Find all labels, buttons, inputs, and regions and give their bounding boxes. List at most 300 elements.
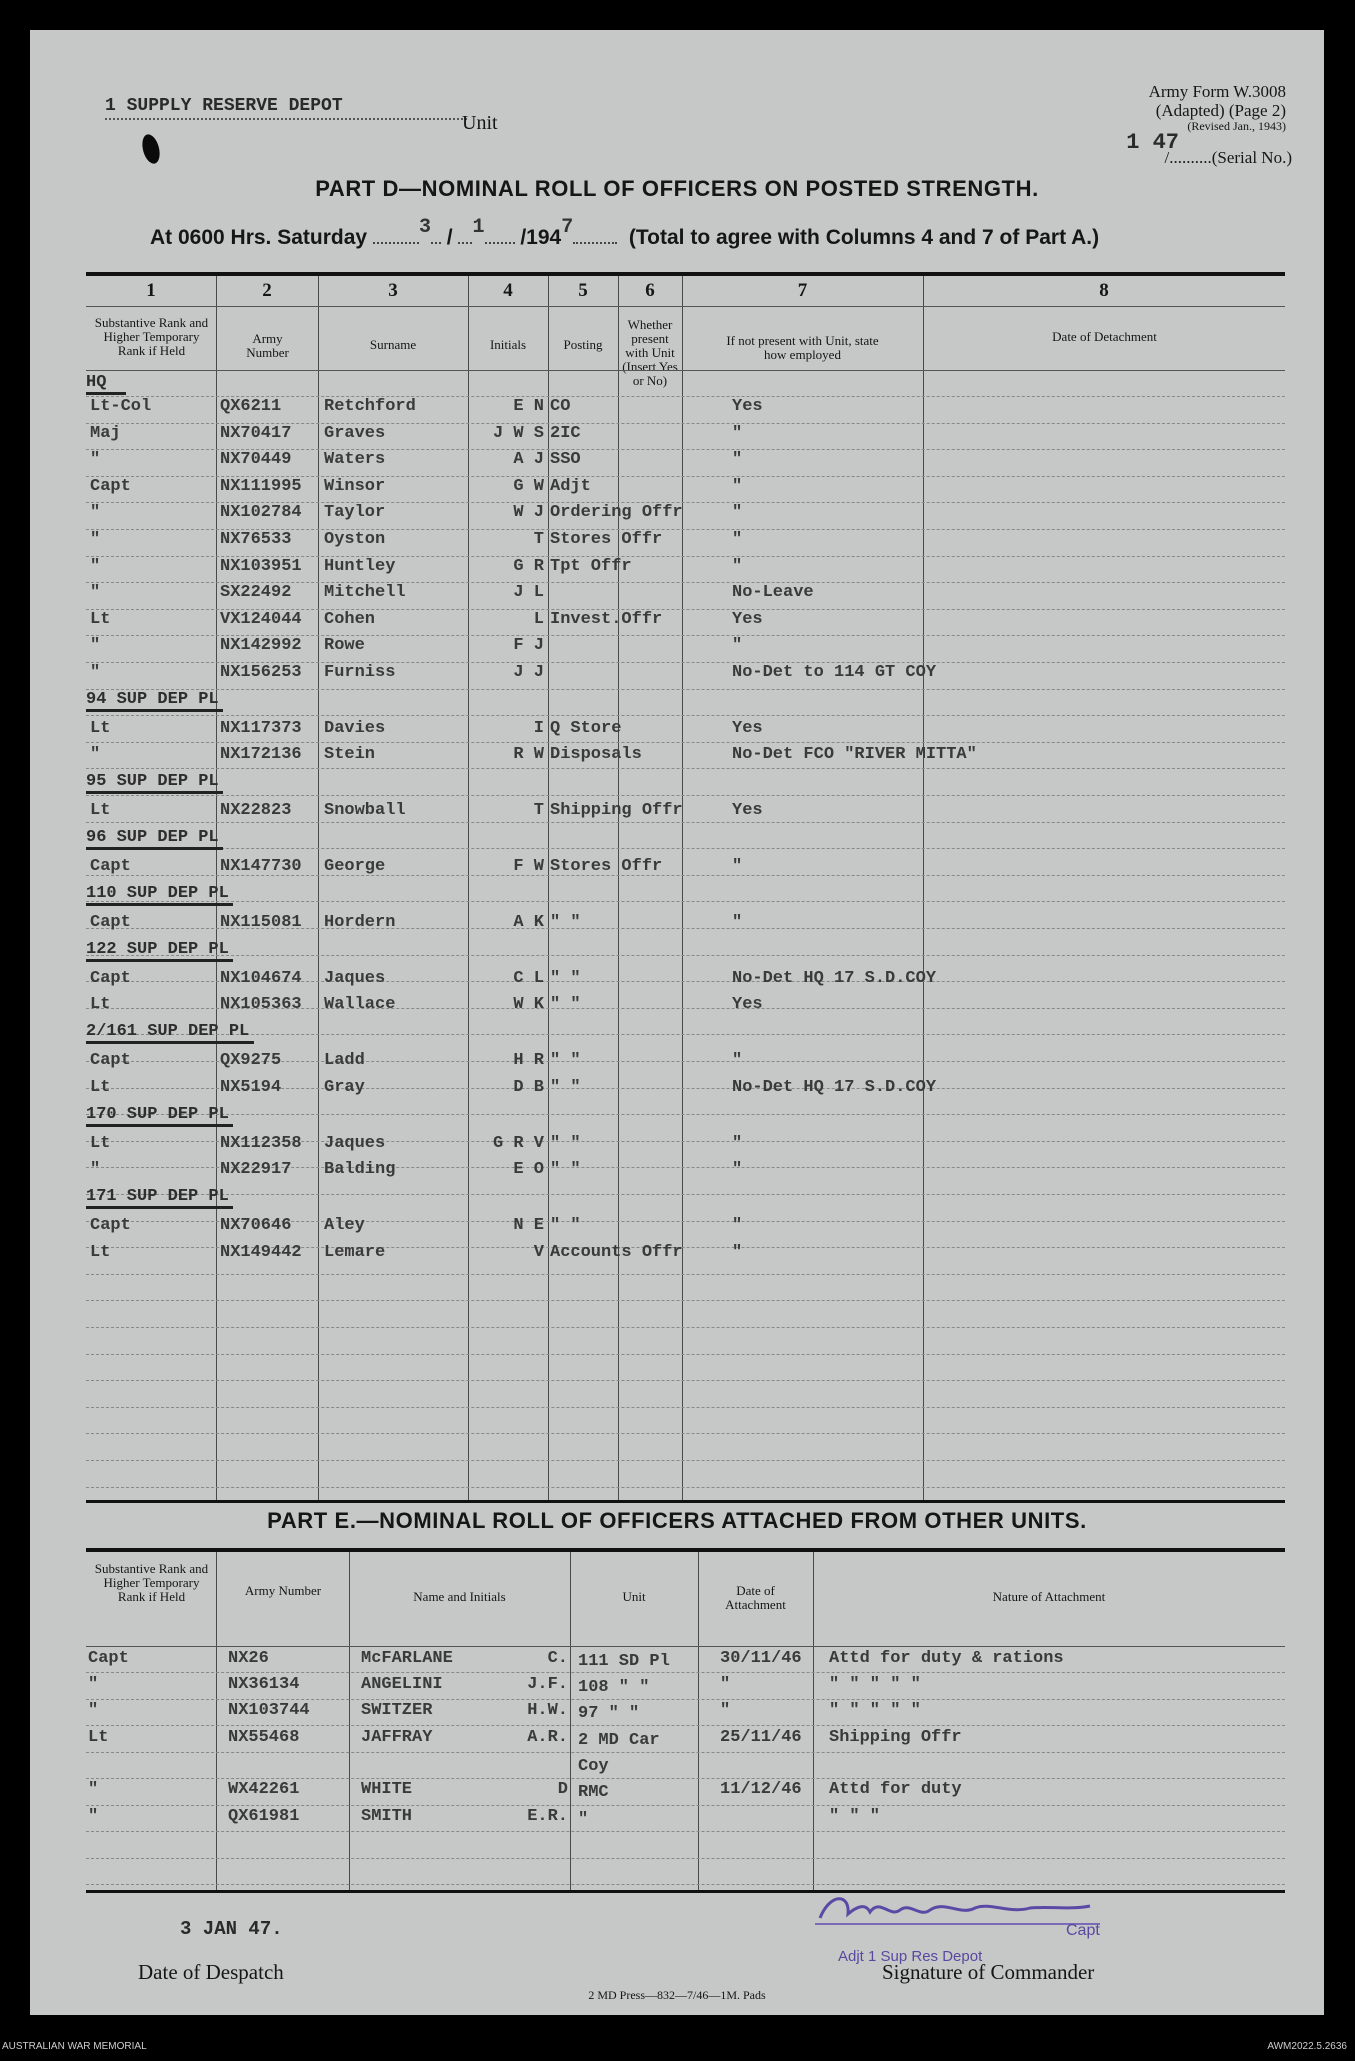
platoon-underline	[86, 1124, 233, 1127]
posting-cell: SSO	[550, 450, 581, 469]
rank-cell: Lt	[90, 1243, 111, 1262]
initials-cell: A J	[513, 450, 544, 469]
column-header: Name and Initials	[413, 1589, 506, 1604]
army-number-cell: NX115081	[220, 913, 302, 932]
ruled-line	[86, 955, 1285, 956]
ruled-line	[86, 1884, 1285, 1885]
date-suffix: (Total to agree with Columns 4 and 7 of Part A.)	[628, 226, 1100, 249]
table-row	[86, 450, 1285, 472]
initials-cell: F J	[513, 636, 544, 655]
initials-cell: D	[557, 1780, 568, 1799]
nature-cell: " " " " "	[829, 1675, 921, 1694]
rank-cell: Lt-Col	[90, 397, 152, 416]
employment-cell: "	[732, 477, 743, 496]
employment-cell: "	[732, 450, 743, 469]
platoon-header: 2/161 SUP DEP PL	[86, 1022, 250, 1042]
platoon-underline	[86, 791, 223, 794]
army-number-cell: NX104674	[220, 969, 302, 988]
ruled-line	[86, 1460, 1285, 1461]
surname-cell: Ladd	[324, 1051, 365, 1070]
ruled-line	[86, 715, 1285, 716]
ruled-line	[86, 848, 1285, 849]
column-number: 8	[1099, 280, 1109, 301]
table-row	[86, 1216, 1285, 1238]
column-header: Unit	[622, 1589, 646, 1604]
employment-cell: "	[732, 424, 743, 443]
posting-cell: " "	[550, 1134, 581, 1153]
surname-cell: Cohen	[324, 610, 376, 629]
header-bottom	[86, 1646, 1285, 1647]
army-number-cell: QX9275	[220, 1051, 282, 1070]
surname-cell: Wallace	[324, 995, 396, 1014]
form-line-1: Army Form W.3008	[1148, 82, 1286, 101]
employment-cell: No-Leave	[732, 583, 814, 602]
surname-cell: Mitchell	[324, 583, 406, 602]
posting-cell: " "	[550, 1216, 581, 1235]
table-row	[86, 745, 1285, 767]
initials-cell: E O	[513, 1160, 544, 1179]
column-header: Substantive Rank and Higher Temporary Rank if Held	[94, 315, 209, 358]
surname-cell: Taylor	[324, 503, 386, 522]
surname-cell: Oyston	[324, 530, 386, 549]
despatch-label: Date of Despatch	[138, 1960, 284, 1984]
adjt-stamp: Adjt 1 Sup Res Depot	[838, 1948, 983, 1965]
table-row	[86, 1160, 1285, 1182]
column-header: Initials	[489, 337, 527, 352]
table-row	[86, 1701, 1285, 1723]
employment-cell: "	[732, 1243, 743, 1262]
employment-cell: "	[732, 1216, 743, 1235]
initials-cell: G R	[513, 557, 544, 576]
rank-cell: "	[90, 1160, 101, 1179]
army-number-cell: NX117373	[220, 719, 302, 738]
platoon-underline	[86, 1041, 254, 1044]
date-month: 1	[472, 216, 485, 239]
unit-cell: 111 SD Pl	[578, 1652, 670, 1671]
initials-cell: E.R.	[527, 1807, 568, 1826]
posting-cell: " "	[550, 1051, 581, 1070]
ruled-line	[86, 795, 1285, 796]
table-row	[86, 1807, 1285, 1829]
table-row	[86, 530, 1285, 552]
table-row	[86, 995, 1285, 1017]
initials-cell: H.W.	[527, 1701, 568, 1720]
initials-cell: J L	[513, 583, 544, 602]
posting-cell: Invest.Offr	[550, 610, 663, 629]
unit-name: 1 SUPPLY RESERVE DEPOT	[105, 96, 343, 116]
initials-cell: V	[533, 1243, 544, 1262]
employment-cell: "	[732, 1134, 743, 1153]
army-number-cell: QX6211	[220, 397, 282, 416]
form-number	[1149, 82, 1286, 133]
platoon-underline	[86, 903, 233, 906]
platoon-header: 171 SUP DEP PL	[86, 1186, 229, 1206]
employment-cell: Yes	[732, 995, 763, 1014]
army-number-cell: NX142992	[220, 636, 302, 655]
date-day: 3	[418, 216, 431, 239]
ruled-line	[86, 1433, 1285, 1434]
rank-cell: Capt	[90, 913, 131, 932]
column-header: Date of Detachment	[1052, 329, 1157, 344]
part-d-table	[86, 272, 1285, 1502]
platoon-header: 95 SUP DEP PL	[86, 772, 219, 791]
column-number: 4	[503, 280, 513, 301]
table-row	[86, 801, 1285, 823]
header-divider	[86, 306, 1285, 307]
column-header: Nature of Attachment	[992, 1589, 1106, 1604]
nature-cell: Attd for duty & rations	[829, 1649, 1064, 1668]
name-cell: WHITE	[361, 1780, 413, 1799]
unit-cell: 2 MD Car Coy	[578, 1731, 660, 1776]
table-row	[86, 1649, 1285, 1671]
initials-cell: F W	[513, 857, 544, 876]
part-e-title: PART E.—NOMINAL ROLL OF OFFICERS ATTACHED FROM OTHER UNITS.	[267, 1508, 1087, 1533]
column-header: Surname	[369, 337, 417, 352]
nature-cell: Shipping Offr	[829, 1728, 962, 1747]
posting-cell: 2IC	[550, 424, 581, 443]
column-number: 3	[388, 280, 398, 301]
army-number-cell: NX156253	[220, 663, 302, 682]
platoon-underline	[86, 1206, 233, 1209]
platoon-underline	[86, 959, 233, 962]
platoon-underline	[86, 709, 223, 712]
surname-cell: Balding	[324, 1160, 396, 1179]
employment-cell: Yes	[732, 397, 763, 416]
posting-cell: " "	[550, 1078, 581, 1097]
rank-cell: Capt	[90, 1051, 131, 1070]
date-year-prefix: 194	[526, 226, 562, 249]
employment-cell: No-Det HQ 17 S.D.COY	[732, 1078, 937, 1097]
army-number-cell: NX112358	[220, 1134, 302, 1153]
ruled-line	[86, 1858, 1285, 1859]
signature-label: Signature of Commander	[882, 1960, 1095, 1984]
ruled-line	[86, 689, 1285, 690]
rank-cell: "	[90, 745, 101, 764]
army-number-cell: NX5194	[220, 1078, 282, 1097]
posting-cell: Accounts Offr	[550, 1243, 683, 1262]
name-cell: McFARLANE	[361, 1649, 453, 1668]
army-number-cell: NX70646	[220, 1216, 292, 1235]
surname-cell: Hordern	[324, 913, 396, 932]
rank-cell: "	[90, 503, 101, 522]
initials-cell: J W S	[492, 424, 544, 443]
surname-cell: George	[324, 857, 386, 876]
ruled-line	[86, 1194, 1285, 1195]
initials-cell: R W	[513, 745, 544, 764]
rank-cell: "	[88, 1701, 99, 1720]
surname-cell: Furniss	[324, 663, 396, 682]
surname-cell: Gray	[324, 1078, 365, 1097]
army-number-cell: NX111995	[220, 477, 302, 496]
initials-cell: D B	[513, 1078, 544, 1097]
employment-cell: Yes	[732, 719, 763, 738]
column-number: 2	[262, 280, 272, 301]
initials-cell: C.	[547, 1649, 568, 1668]
column-number: 7	[797, 280, 808, 301]
date-cell: "	[720, 1701, 731, 1720]
initials-cell: A K	[513, 913, 544, 932]
press-line: 2 MD Press—832—7/46—1M. Pads	[588, 1988, 766, 2002]
rank-cell: "	[88, 1675, 99, 1694]
posting-cell: Ordering Offr	[550, 503, 683, 522]
date-cell: "	[720, 1675, 731, 1694]
army-number-cell: NX149442	[220, 1243, 302, 1262]
initials-cell: G W	[513, 477, 544, 496]
employment-cell: "	[732, 1160, 743, 1179]
unit-cell: 108 " "	[578, 1678, 650, 1697]
ruled-line	[86, 768, 1285, 769]
platoon-header: 170 SUP DEP PL	[86, 1104, 229, 1124]
posting-cell: " "	[550, 995, 581, 1014]
surname-cell: Lemare	[324, 1243, 386, 1262]
surname-cell: Huntley	[324, 557, 396, 576]
ruled-line	[86, 901, 1285, 902]
initials-cell: N E	[513, 1216, 544, 1235]
table-row	[86, 424, 1285, 446]
surname-cell: Waters	[324, 450, 386, 469]
capt-stamp: Capt	[1066, 1922, 1100, 1939]
column-header: Date of Attachment	[725, 1583, 786, 1612]
date-prefix: At 0600 Hrs. Saturday	[150, 226, 368, 249]
posting-cell: Tpt Offr	[550, 557, 632, 576]
army-number-cell: NX103951	[220, 557, 302, 576]
rank-cell: Capt	[90, 477, 131, 496]
army-number-cell: NX102784	[220, 503, 302, 522]
platoon-header: 94 SUP DEP PL	[86, 689, 219, 709]
rank-cell: Lt	[90, 719, 111, 738]
date-year-digit: 7	[561, 216, 574, 239]
platoon-header: 96 SUP DEP PL	[86, 827, 219, 847]
initials-cell: I	[533, 719, 544, 738]
rank-cell: Capt	[90, 857, 131, 876]
table-row	[86, 583, 1285, 605]
ruled-line	[86, 1327, 1285, 1328]
ruled-line	[86, 1407, 1285, 1408]
posting-cell: " "	[550, 913, 581, 932]
form-line-2: (Adapted) (Page 2)	[1155, 101, 1286, 120]
posting-cell: Stores Offr	[550, 857, 663, 876]
posting-cell: CO	[550, 397, 571, 416]
table-row	[86, 1675, 1285, 1697]
surname-cell: Jaques	[324, 1134, 386, 1153]
name-cell: ANGELINI	[361, 1675, 443, 1694]
initials-cell: A.R.	[527, 1728, 568, 1747]
part-e-table	[86, 1548, 1285, 1892]
table-row	[86, 636, 1285, 658]
name-cell: JAFFRAY	[361, 1728, 433, 1747]
rank-cell: Lt	[90, 610, 111, 629]
nature-cell: " " "	[829, 1807, 881, 1826]
initials-cell: G R V	[492, 1134, 544, 1153]
despatch-date: 3 JAN 47.	[180, 1918, 283, 1940]
column-number: 1	[146, 280, 156, 301]
employment-cell: "	[732, 557, 743, 576]
army-number-cell: WX42261	[228, 1780, 300, 1799]
part-d-title: PART D—NOMINAL ROLL OF OFFICERS ON POSTED STRENGTH.	[315, 176, 1039, 201]
platoon-header: HQ	[86, 373, 107, 392]
employment-cell: "	[732, 857, 743, 876]
platoon-header: 122 SUP DEP PL	[86, 939, 229, 959]
unit-label: Unit	[462, 112, 498, 134]
rank-cell: Maj	[90, 424, 121, 443]
surname-cell: Jaques	[324, 969, 386, 988]
rank-cell: "	[90, 663, 101, 682]
army-number-cell: NX103744	[228, 1701, 310, 1720]
employment-cell: No-Det HQ 17 S.D.COY	[732, 969, 937, 988]
employment-cell: "	[732, 503, 743, 522]
surname-cell: Aley	[324, 1216, 365, 1235]
table-row	[86, 913, 1285, 935]
ruled-line	[86, 1487, 1285, 1488]
table-row	[86, 857, 1285, 879]
table-row	[86, 397, 1285, 419]
initials-cell: H R	[513, 1051, 544, 1070]
rank-cell: "	[90, 557, 101, 576]
serial-number: 1 47	[1126, 130, 1179, 155]
name-cell: SWITZER	[361, 1701, 433, 1720]
column-number: 6	[645, 280, 655, 301]
initials-cell: T	[533, 530, 544, 549]
table-row	[86, 1051, 1285, 1073]
unit-cell: 97 " "	[578, 1704, 640, 1723]
rank-cell: Lt	[88, 1728, 109, 1747]
surname-cell: Davies	[324, 719, 386, 738]
employment-cell: Yes	[732, 801, 763, 820]
army-number-cell: QX61981	[228, 1807, 300, 1826]
ruled-line	[86, 1274, 1285, 1275]
rank-cell: "	[90, 530, 101, 549]
rank-cell: "	[88, 1807, 99, 1826]
rank-cell: "	[90, 583, 101, 602]
employment-cell: "	[732, 636, 743, 655]
archive-name: AUSTRALIAN WAR MEMORIAL	[2, 2041, 147, 2052]
posting-cell: Q Store	[550, 719, 622, 738]
rank-cell: "	[88, 1780, 99, 1799]
table-row	[86, 719, 1285, 741]
rank-cell: Capt	[88, 1649, 129, 1668]
table-row	[86, 610, 1285, 632]
employment-cell: "	[732, 913, 743, 932]
name-cell: SMITH	[361, 1807, 413, 1826]
army-number-cell: NX36134	[228, 1675, 300, 1694]
army-number-cell: NX26	[228, 1649, 269, 1668]
unit-cell: RMC	[578, 1783, 609, 1802]
unit-cell: "	[578, 1810, 589, 1829]
initials-cell: W K	[513, 995, 544, 1014]
header-bottom	[86, 370, 1285, 371]
table-row	[86, 1780, 1285, 1802]
table-row	[86, 969, 1285, 991]
ink-blot	[139, 132, 162, 165]
table-row	[86, 1134, 1285, 1156]
rank-cell: "	[90, 450, 101, 469]
column-header: Whether present with Unit (Insert Yes or No)	[622, 317, 678, 388]
posting-cell: Disposals	[550, 745, 642, 764]
column-header: Posting	[563, 337, 603, 352]
column-number: 5	[578, 280, 588, 301]
army-number-cell: NX22917	[220, 1160, 292, 1179]
platoon-underline	[86, 847, 223, 850]
date-line: At 0600 Hrs. Saturday 3 / 1 /1947 (Total to agree with Columns 4 and 7 of Part A.)	[150, 216, 1100, 249]
employment-cell: "	[732, 1051, 743, 1070]
table-row	[86, 477, 1285, 499]
initials-cell: W J	[513, 503, 544, 522]
initials-cell: L	[533, 610, 544, 629]
army-number-cell: SX22492	[220, 583, 292, 602]
army-number-cell: NX147730	[220, 857, 302, 876]
form-sheet	[30, 30, 1324, 2015]
surname-cell: Stein	[324, 745, 376, 764]
ruled-line	[86, 1380, 1285, 1381]
army-number-cell: NX70417	[220, 424, 292, 443]
posting-cell: Stores Offr	[550, 530, 663, 549]
employment-cell: Yes	[732, 610, 763, 629]
table-row	[86, 1728, 1285, 1776]
nature-cell: " " " " "	[829, 1701, 921, 1720]
initials-cell: E N	[513, 397, 544, 416]
table-row	[86, 557, 1285, 579]
date-cell: 30/11/46	[720, 1649, 802, 1668]
army-number-cell: NX70449	[220, 450, 292, 469]
rank-cell: Capt	[90, 969, 131, 988]
initials-cell: T	[533, 801, 544, 820]
army-number-cell: NX105363	[220, 995, 302, 1014]
ruled-line	[86, 1114, 1285, 1115]
platoon-underline	[86, 392, 126, 395]
surname-cell: Snowball	[324, 801, 406, 820]
table-row	[86, 1243, 1285, 1265]
column-header: Army Number	[246, 331, 289, 360]
unit-dotted-line	[105, 118, 467, 120]
posting-cell: Shipping Offr	[550, 801, 683, 820]
posting-cell: " "	[550, 1160, 581, 1179]
date-cell: 11/12/46	[720, 1780, 802, 1799]
column-header: Army Number	[244, 1583, 322, 1598]
rank-cell: Lt	[90, 1078, 111, 1097]
posting-cell: " "	[550, 969, 581, 988]
employment-cell: "	[732, 530, 743, 549]
rank-cell: Lt	[90, 995, 111, 1014]
column-header: If not present with Unit, state how employed	[726, 333, 879, 362]
army-number-cell: NX76533	[220, 530, 292, 549]
serial-label: /..........(Serial No.)	[1164, 148, 1292, 167]
initials-cell: C L	[513, 969, 544, 988]
table-row	[86, 663, 1285, 685]
form-revised: (Revised Jan., 1943)	[1187, 119, 1286, 133]
ruled-line	[86, 1354, 1285, 1355]
date-cell: 25/11/46	[720, 1728, 802, 1747]
posting-cell: Adjt	[550, 477, 591, 496]
table-bottom-rule	[86, 1500, 1285, 1503]
column-header: Substantive Rank and Higher Temporary Rank if Held	[94, 1561, 209, 1604]
archive-footer	[0, 2035, 1355, 2057]
initials-cell: J.F.	[527, 1675, 568, 1694]
surname-cell: Winsor	[324, 477, 386, 496]
army-number-cell: NX55468	[228, 1728, 300, 1747]
army-number-cell: NX22823	[220, 801, 292, 820]
nature-cell: Attd for duty	[829, 1780, 962, 1799]
initials-cell: J J	[513, 663, 544, 682]
table-row	[86, 503, 1285, 525]
rank-cell: Capt	[90, 1216, 131, 1235]
table-row	[86, 1078, 1285, 1100]
employment-cell: No-Det FCO "RIVER MITTA"	[732, 745, 977, 764]
army-number-cell: VX124044	[220, 610, 302, 629]
surname-cell: Graves	[324, 424, 386, 443]
platoon-header: 110 SUP DEP PL	[86, 883, 229, 903]
rank-cell: Lt	[90, 801, 111, 820]
ruled-line	[86, 742, 1285, 743]
